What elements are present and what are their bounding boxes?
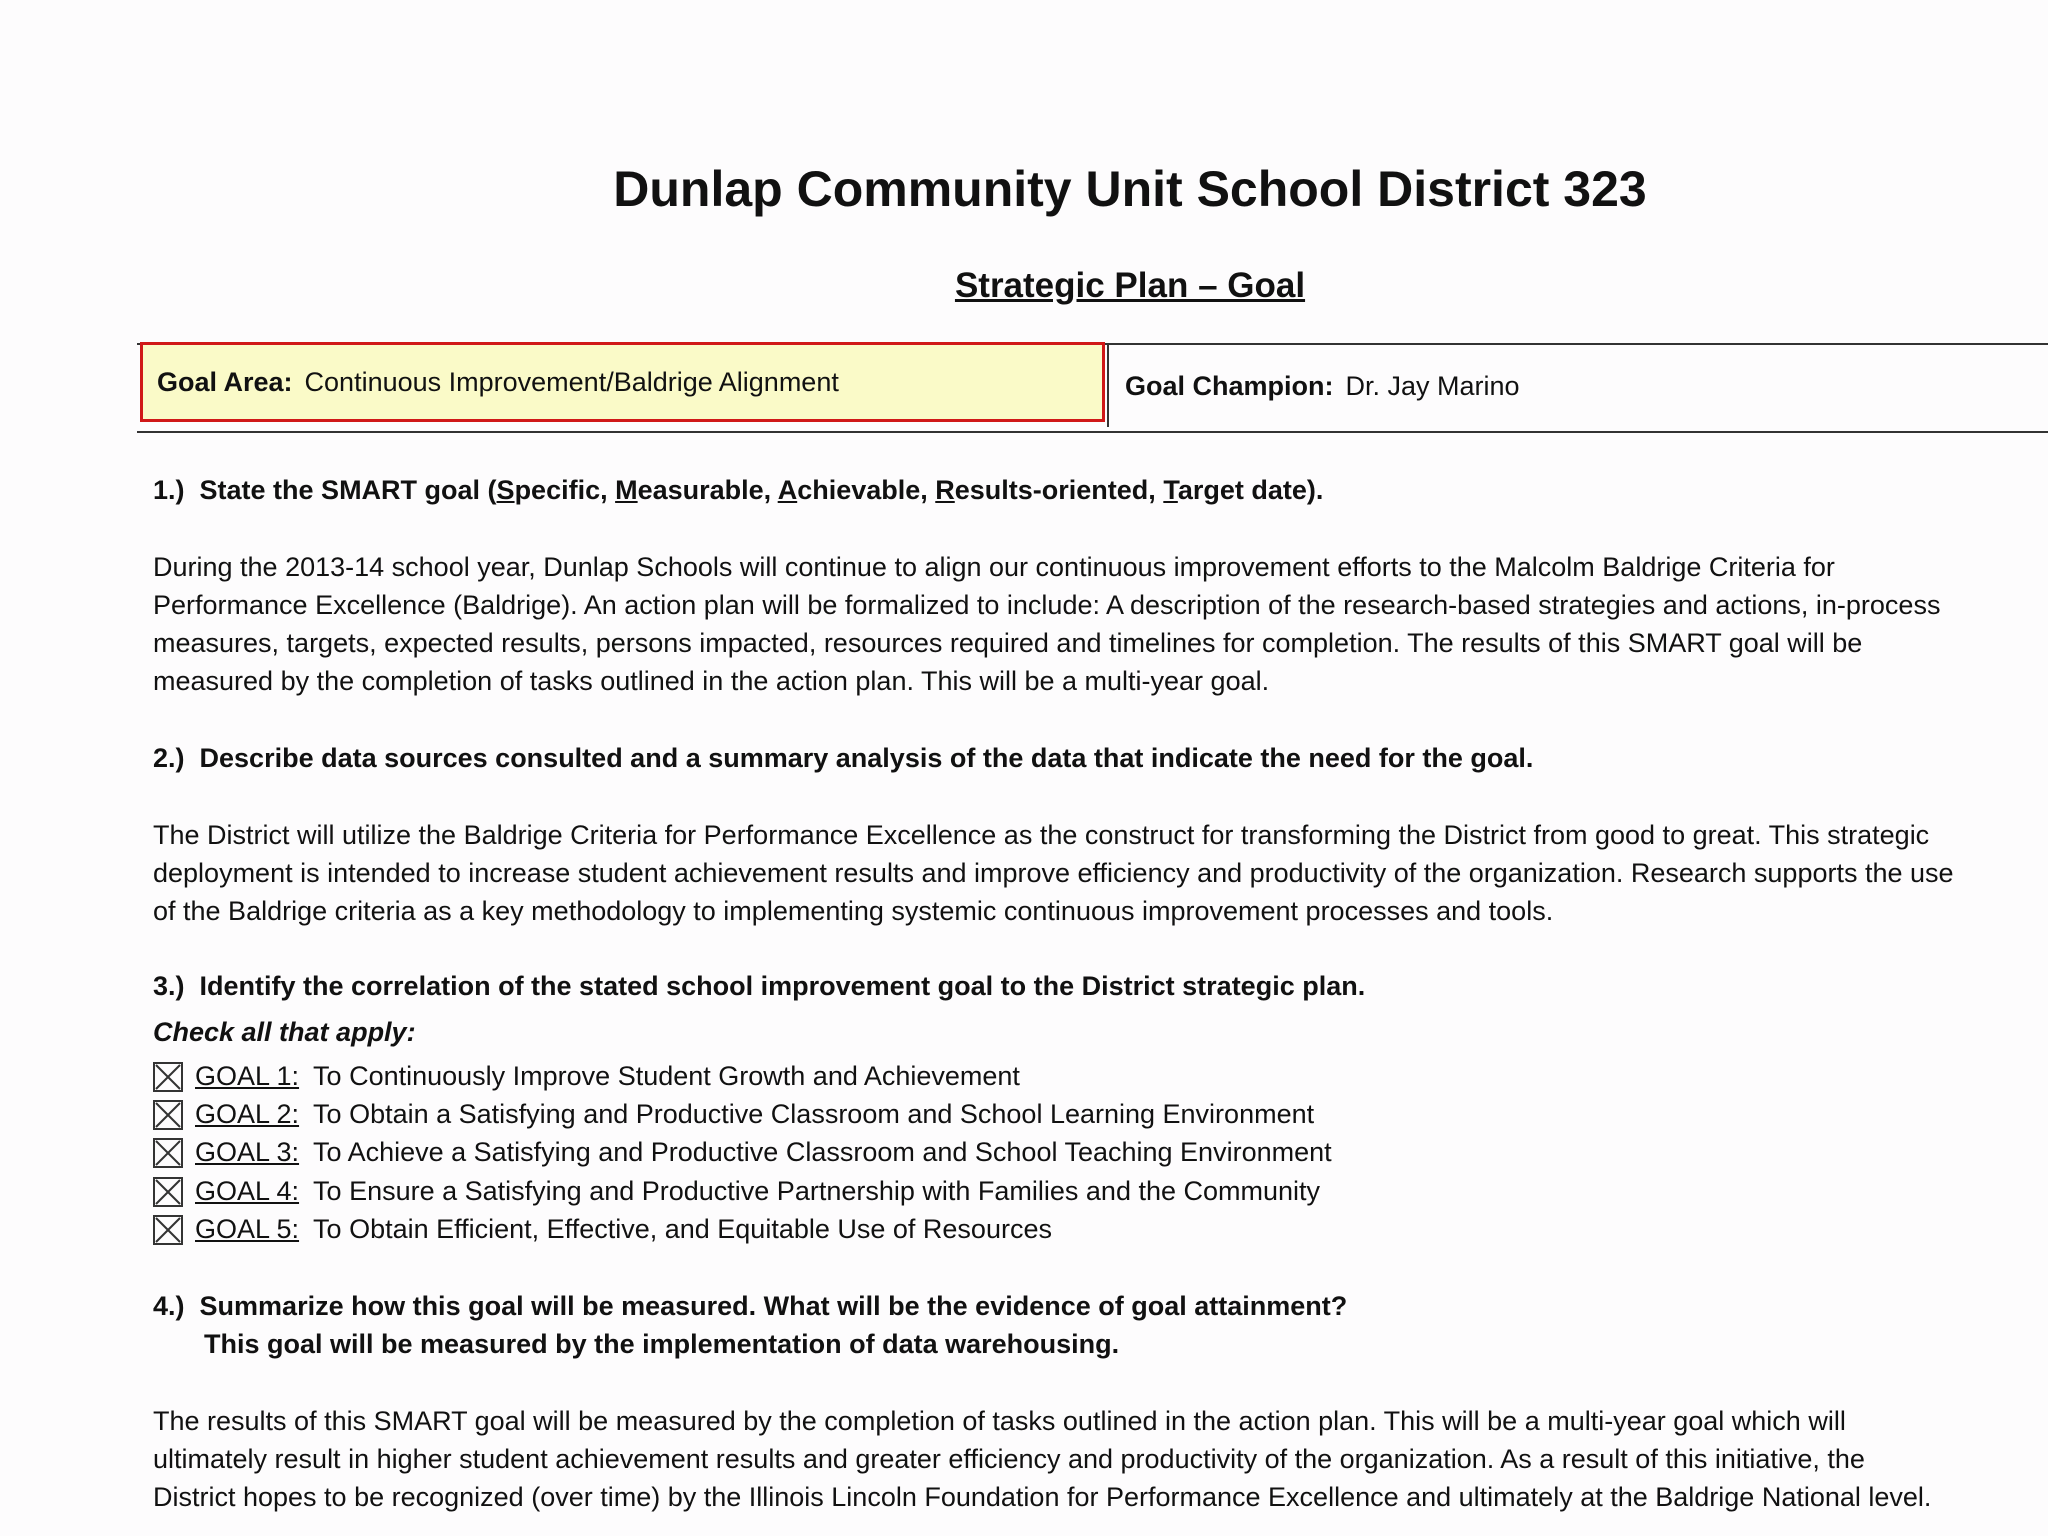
paragraph-line: Performance Excellence (Baldrige). An action plan will be formalized to include: A description of the research-based strategies and actions, in-process [153,590,1941,620]
checked-checkbox-icon[interactable] [153,1215,183,1245]
smart-word: esults-oriented, [954,475,1164,505]
question-1-number: 1.) [153,475,185,505]
smart-letter: A [777,475,798,505]
question-2-number: 2.) [153,743,185,773]
smart-word: easurable, [637,475,778,505]
paragraph-line: During the 2013-14 school year, Dunlap Schools will continue to align our continuous improvement efforts to the Malcolm Baldrige Criteria for [153,552,1835,582]
paragraph-line: deployment is intended to increase student achievement results and improve efficiency and productivity of the organization. Research supports the use [153,858,1954,888]
goal-description: To Achieve a Satisfying and Productive Classroom and School Teaching Environment [313,1137,1332,1167]
paragraph-line: of the Baldrige criteria as a key methodology to implementing systemic continuous improvement processes and tools. [153,896,1554,926]
goal-checkbox-row [153,1214,1052,1245]
paragraph-line: District hopes to be recognized (over time) by the Illinois Lincoln Foundation for Performance Excellence and ultimately at the Baldrige National level. [153,1482,1932,1512]
question-2-text: Describe data sources consulted and a summary analysis of the data that indicate the need for the goal. [199,743,1534,773]
paragraph-line: ultimately result in higher student achievement results and greater efficiency and productivity of the organization. As a result of this initiative, the [153,1444,1865,1474]
goal-description: To Obtain a Satisfying and Productive Classroom and School Learning Environment [313,1099,1315,1129]
question-3-heading [153,971,1365,1002]
goal-area-field[interactable] [140,342,1105,422]
checked-checkbox-icon[interactable] [153,1100,183,1130]
paragraph-line: measured by the completion of tasks outlined in the action plan. This will be a multi-year goal. [153,666,1270,696]
paragraph-line: The results of this SMART goal will be measured by the completion of tasks outlined in the action plan. This will be a multi-year goal which will [153,1406,1846,1436]
smart-letter: R [935,475,955,505]
goal-champion-label: Goal Champion: [1125,370,1334,401]
question-1-heading [153,475,1323,506]
question-4-heading [153,1291,1347,1322]
question-1-answer [153,548,1940,700]
question-4-answer [153,1402,1931,1516]
question-4-subheading: This goal will be measured by the implementation of data warehousing. [204,1329,1120,1359]
goal-description: To Ensure a Satisfying and Productive Partnership with Families and the Community [313,1176,1321,1206]
checked-checkbox-icon[interactable] [153,1138,183,1168]
check-all-label: Check all that apply: [153,1017,416,1047]
question-3-number: 3.) [153,971,185,1001]
question-1-prefix: State the SMART goal ( [199,475,497,505]
goal-name: GOAL 3: [195,1137,300,1167]
goal-checkbox-row [153,1176,1320,1207]
question-4-text: Summarize how this goal will be measured. What will be the evidence of goal attainment? [199,1291,1348,1321]
goal-name: GOAL 1: [195,1061,300,1091]
goal-description: To Obtain Efficient, Effective, and Equitable Use of Resources [313,1214,1052,1244]
goal-champion-field [1107,345,2048,427]
checked-checkbox-icon[interactable] [153,1062,183,1092]
paragraph-line: The District will utilize the Baldrige Criteria for Performance Excellence as the construct for transforming the District from good to great. This strategic [153,820,1930,850]
document-subtitle: Strategic Plan – Goal [954,266,1306,305]
goal-area-label: Goal Area: [157,366,293,397]
goal-name: GOAL 4: [195,1176,300,1206]
smart-letter: S [496,475,515,505]
smart-letter: M [615,475,638,505]
goal-description: To Continuously Improve Student Growth and Achievement [313,1061,1020,1091]
question-2-heading [153,743,1533,774]
checked-checkbox-icon[interactable] [153,1177,183,1207]
goal-area-value: Continuous Improvement/Baldrige Alignment [304,366,839,397]
paragraph-line: measures, targets, expected results, persons impacted, resources required and timelines for completion. The results of this SMART goal will be [153,628,1863,658]
smart-word: chievable, [797,475,936,505]
question-3-text: Identify the correlation of the stated school improvement goal to the District strategic plan. [199,971,1366,1001]
question-2-answer [153,816,1954,930]
goal-checkbox-row [153,1137,1332,1168]
smart-word: arget date). [1177,475,1324,505]
goal-champion-value: Dr. Jay Marino [1345,370,1520,401]
smart-letter: T [1163,475,1178,505]
smart-word: pecific, [514,475,616,505]
goal-checkbox-row [153,1099,1314,1130]
goal-checkbox-row [153,1061,1020,1092]
question-4-number: 4.) [153,1291,185,1321]
goal-header-row [137,343,2048,433]
goal-name: GOAL 2: [195,1099,300,1129]
goal-name: GOAL 5: [195,1214,300,1244]
document-title: Dunlap Community Unit School District 323 [613,161,1647,217]
